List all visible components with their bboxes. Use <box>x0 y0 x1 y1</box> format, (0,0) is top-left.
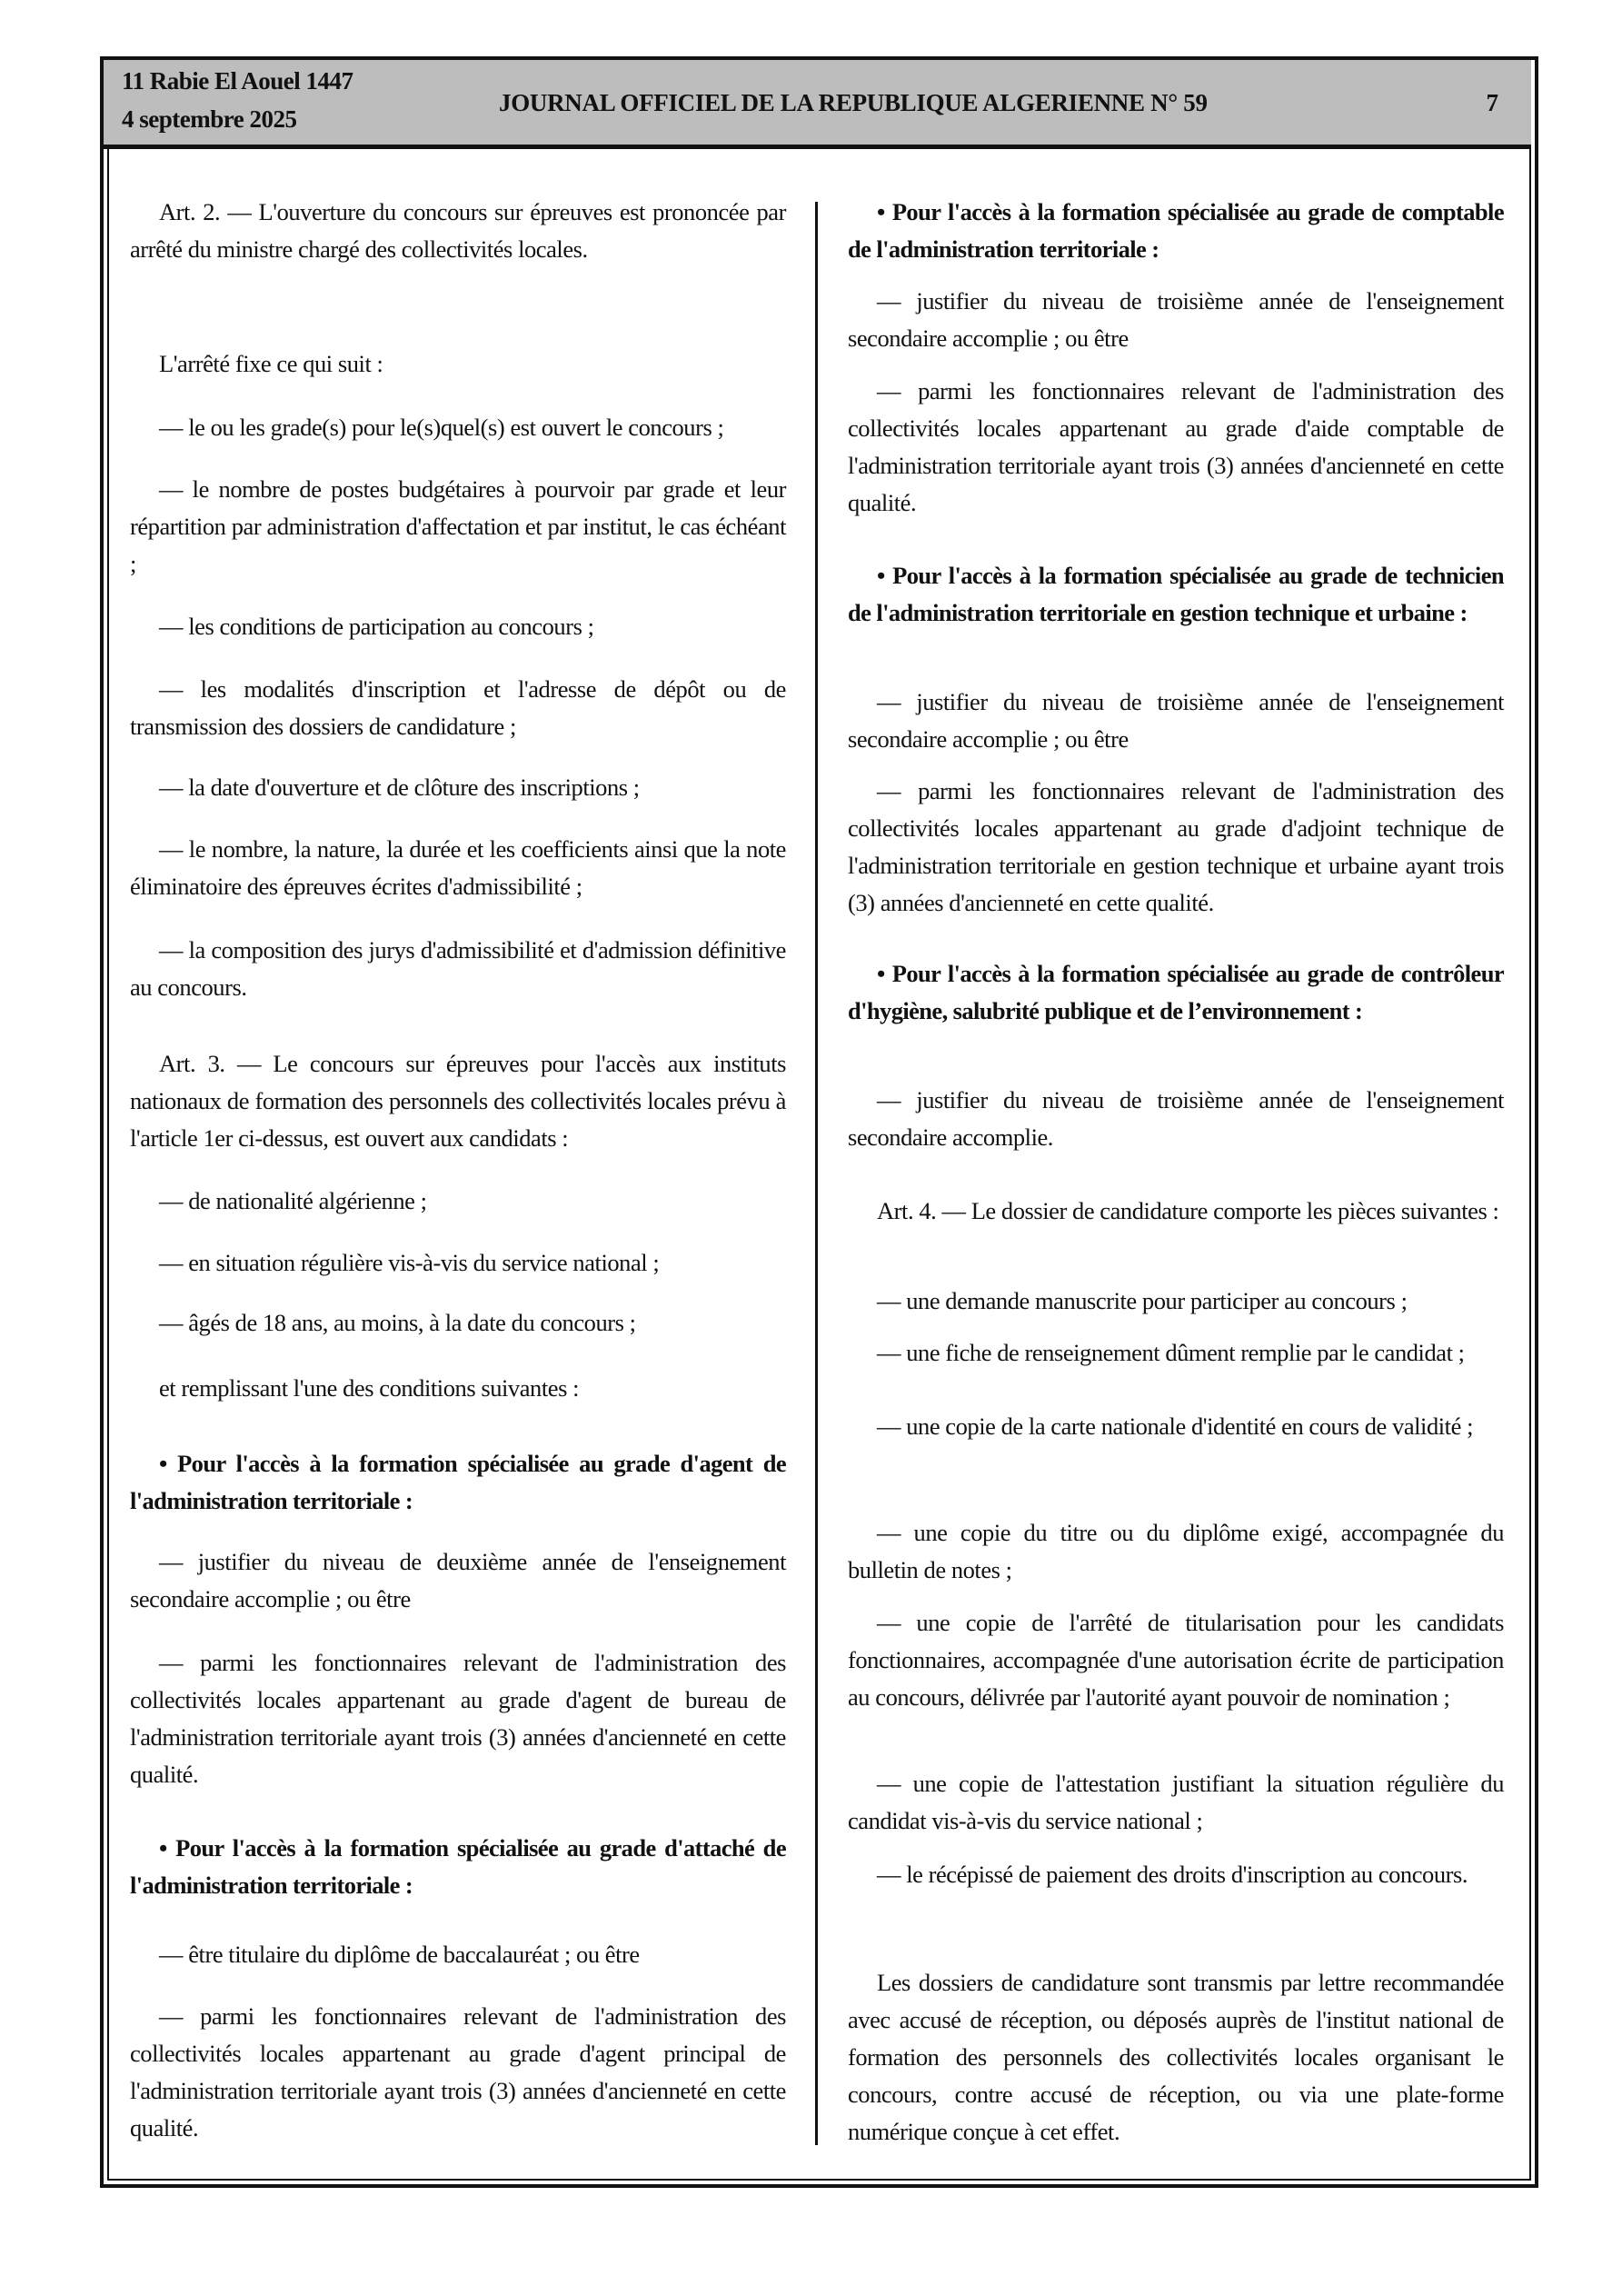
paragraph: — en situation régulière vis-à-vis du service national ; <box>159 1249 660 1276</box>
paragraph: — justifier du niveau de troisième année de l'enseignement secondaire accomplie ; ou être <box>848 688 1504 753</box>
gregorian-date: 4 septembre 2025 <box>122 105 297 133</box>
journal-header <box>104 60 1531 149</box>
paragraph: — parmi les fonctionnaires relevant de l'administration des collectivités locales appartenant au grade d'agent principal de l'administration territoriale ayant trois (3) années d'ancienneté en cette qualité. <box>130 2002 786 2141</box>
column-divider <box>815 202 818 2145</box>
section-heading: • Pour l'accès à la formation spécialisée au grade de technicien de l'administration territoriale en gestion technique et urbaine : <box>848 562 1504 626</box>
paragraph: — une copie du titre ou du diplôme exigé, accompagnée du bulletin de notes ; <box>848 1519 1504 1583</box>
paragraph: — le ou les grade(s) pour le(s)quel(s) est ouvert le concours ; <box>159 414 724 441</box>
paragraph: — âgés de 18 ans, au moins, à la date du concours ; <box>159 1309 636 1336</box>
article-paragraph: Art. 2. — L'ouverture du concours sur épreuves est prononcée par arrêté du ministre chargé des collectivités locales. <box>130 198 786 263</box>
hijri-date: 11 Rabie El Aouel 1447 <box>122 67 353 95</box>
paragraph: — une copie de l'arrêté de titularisation pour les candidats fonctionnaires, accompagnée d'une autorisation écrite de participation au concours, délivrée par l'autorité ayant pouvoir de nomination ; <box>848 1609 1504 1711</box>
paragraph: — être titulaire du diplôme de baccalauréat ; ou être <box>159 1941 640 1968</box>
section-heading: • Pour l'accès à la formation spécialisée au grade d'attaché de l'administration territoriale : <box>130 1834 786 1899</box>
section-heading: • Pour l'accès à la formation spécialisée au grade d'agent de l'administration territoriale : <box>130 1450 786 1514</box>
paragraph: — le récépissé de paiement des droits d'inscription au concours. <box>877 1861 1468 1888</box>
paragraph: — justifier du niveau de deuxième année de l'enseignement secondaire accomplie ; ou être <box>130 1548 786 1612</box>
paragraph: — une fiche de renseignement dûment remplie par le candidat ; <box>877 1339 1465 1366</box>
paragraph: — une copie de l'attestation justifiant la situation régulière du candidat vis-à-vis du service national ; <box>848 1770 1504 1834</box>
paragraph: — justifier du niveau de troisième année de l'enseignement secondaire accomplie ; ou être <box>848 287 1504 352</box>
article-paragraph: Art. 3. — Le concours sur épreuves pour l'accès aux instituts nationaux de formation des personnels des collectivités locales prévu à l'article 1er ci-dessus, est ouvert aux candidats : <box>130 1050 786 1152</box>
paragraph: — le nombre de postes budgétaires à pourvoir par grade et leur répartition par administration d'affectation et par institut, le cas échéant ; <box>130 475 786 577</box>
paragraph: — les conditions de participation au concours ; <box>159 613 594 640</box>
paragraph: — parmi les fonctionnaires relevant de l'administration des collectivités locales appartenant au grade d'aide comptable de l'administration territoriale ayant trois (3) années d'ancienneté en cette qualité. <box>848 377 1504 516</box>
section-heading: • Pour l'accès à la formation spécialisée au grade de comptable de l'administration territoriale : <box>848 198 1504 263</box>
journal-title: JOURNAL OFFICIEL DE LA REPUBLIQUE ALGERIENNE N° 59 <box>499 89 1208 116</box>
paragraph: — le nombre, la nature, la durée et les coefficients ainsi que la note éliminatoire des épreuves écrites d'admissibilité ; <box>130 835 786 900</box>
paragraph: — une demande manuscrite pour participer au concours ; <box>877 1287 1408 1314</box>
paragraph: — parmi les fonctionnaires relevant de l'administration des collectivités locales appartenant au grade d'agent de bureau de l'administration territoriale ayant trois (3) années d'ancienneté en cette qualité. <box>130 1649 786 1788</box>
paragraph: — une copie de la carte nationale d'identité en cours de validité ; <box>877 1413 1473 1440</box>
page-number: 7 <box>1486 89 1498 116</box>
paragraph: — parmi les fonctionnaires relevant de l'administration des collectivités locales appartenant au grade d'adjoint technique de l'administration territoriale en gestion technique et urbaine ayant trois (3) années d'ancienneté en cette qualité. <box>848 777 1504 916</box>
paragraph: et remplissant l'une des conditions suivantes : <box>159 1374 580 1402</box>
paragraph: — la date d'ouverture et de clôture des inscriptions ; <box>159 774 640 801</box>
article-paragraph: Art. 4. — Le dossier de candidature comporte les pièces suivantes : <box>877 1197 1499 1224</box>
paragraph: — la composition des jurys d'admissibilité et d'admission définitive au concours. <box>130 936 786 1001</box>
paragraph: Les dossiers de candidature sont transmis par lettre recommandée avec accusé de réception, ou déposés auprès de l'institut national de formation des personnels des collectivités locales organisant le concours, contre accusé de réception, ou via une plate-forme numérique conçue à cet effet. <box>848 1969 1504 2145</box>
paragraph: — les modalités d'inscription et l'adresse de dépôt ou de transmission des dossiers de candidature ; <box>130 675 786 740</box>
section-heading: • Pour l'accès à la formation spécialisée au grade de contrôleur d'hygiène, salubrité publique et de l’environnement : <box>848 960 1504 1024</box>
paragraph: — justifier du niveau de troisième année de l'enseignement secondaire accomplie. <box>848 1086 1504 1151</box>
paragraph: L'arrêté fixe ce qui suit : <box>159 350 383 377</box>
paragraph: — de nationalité algérienne ; <box>159 1187 427 1214</box>
